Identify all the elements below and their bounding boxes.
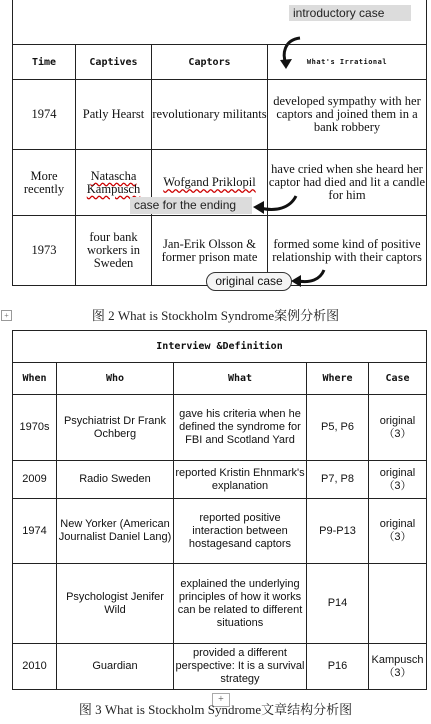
cell-who: Psychiatrist Dr Frank Ochberg	[57, 395, 174, 461]
cell-captives: Patly Hearst	[76, 80, 152, 150]
callout-case-for-ending: case for the ending	[130, 197, 252, 214]
cell-what: reported Kristin Ehnmark's explanation	[174, 461, 307, 499]
figure2-case-table	[12, 44, 427, 286]
cell-when: 1970s	[13, 395, 57, 461]
cell-what: provided a different perspective: It is a survival strategy	[174, 644, 307, 690]
cell-where: P7, P8	[307, 461, 369, 499]
header-what: What	[174, 363, 307, 395]
cell-captors: revolutionary militants	[152, 80, 268, 150]
cell-when: 2009	[13, 461, 57, 499]
cell-captors: Jan-Erik Olsson & former prison mate	[152, 216, 268, 286]
header-captives: Captives	[76, 45, 152, 80]
table-row	[13, 461, 427, 499]
cell-who: Guardian	[57, 644, 174, 690]
cell-irrational: developed sympathy with her captors and joined them in a bank robbery	[268, 80, 427, 150]
cell-irrational: have cried when she heard her captor had died and lit a candle for him	[268, 150, 427, 216]
table-add-row-icon[interactable]: +	[212, 693, 230, 707]
header-who: Who	[57, 363, 174, 395]
cell-captives: Natascha Kampusch	[76, 150, 152, 216]
header-captors: Captors	[152, 45, 268, 80]
header-when: When	[13, 363, 57, 395]
cell-what: reported positive interaction between hostagesand captors	[174, 499, 307, 564]
cell-who: Psychologist Jenifer Wild	[57, 564, 174, 644]
figure2-header-row	[13, 45, 427, 80]
cell-who: New Yorker (American Journalist Daniel Lang)	[57, 499, 174, 564]
table-row	[13, 499, 427, 564]
figure2-caption: 图 2 What is Stockholm Syndrome案例分析图	[91, 308, 340, 323]
cell-where: P14	[307, 564, 369, 644]
cell-case: original（3）	[369, 499, 427, 564]
cell-time: 1974	[13, 80, 76, 150]
cell-what: gave his criteria when he defined the syndrome for FBI and Scotland Yard	[174, 395, 307, 461]
cell-time: More recently	[13, 150, 76, 216]
cell-when	[13, 564, 57, 644]
cell-time: 1973	[13, 216, 76, 286]
cell-case: original（3）	[369, 395, 427, 461]
callout-introductory-case: introductory case	[289, 5, 411, 21]
header-case: Case	[369, 363, 427, 395]
cell-when: 1974	[13, 499, 57, 564]
cell-captives: four bank workers in Sweden	[76, 216, 152, 286]
curved-arrow-icon	[250, 192, 300, 218]
header-time: Time	[13, 45, 76, 80]
cell-where: P16	[307, 644, 369, 690]
table-row	[13, 395, 427, 461]
cell-where: P9-P13	[307, 499, 369, 564]
cell-who: Radio Sweden	[57, 461, 174, 499]
table-title: Interview &Definition	[13, 331, 427, 363]
table-row	[13, 564, 427, 644]
callout-original-case: original case	[206, 272, 292, 291]
table-row	[13, 644, 427, 690]
cell-when: 2010	[13, 644, 57, 690]
header-whats-irrational: What's Irrational	[268, 45, 427, 80]
header-where: Where	[307, 363, 369, 395]
curved-arrow-icon	[288, 268, 328, 290]
figure3-header-row	[13, 363, 427, 395]
cell-captors: Wofgand Priklopil	[152, 150, 268, 216]
cell-what: explained the underlying principles of how it works can be related to different situations	[174, 564, 307, 644]
cell-case	[369, 564, 427, 644]
table-row	[13, 80, 427, 150]
cell-where: P5, P6	[307, 395, 369, 461]
figure3-caption: 图 3 What is Stockholm Syndrome文章结构分析图	[78, 702, 353, 717]
figure3-title-row	[13, 331, 427, 363]
figure3-structure-table	[12, 330, 427, 690]
cell-case: Kampusch（3）	[369, 644, 427, 690]
cell-irrational: formed some kind of positive relationship with their captors	[268, 216, 427, 286]
table-move-handle-icon[interactable]: +	[1, 310, 12, 321]
cell-case: original（3）	[369, 461, 427, 499]
